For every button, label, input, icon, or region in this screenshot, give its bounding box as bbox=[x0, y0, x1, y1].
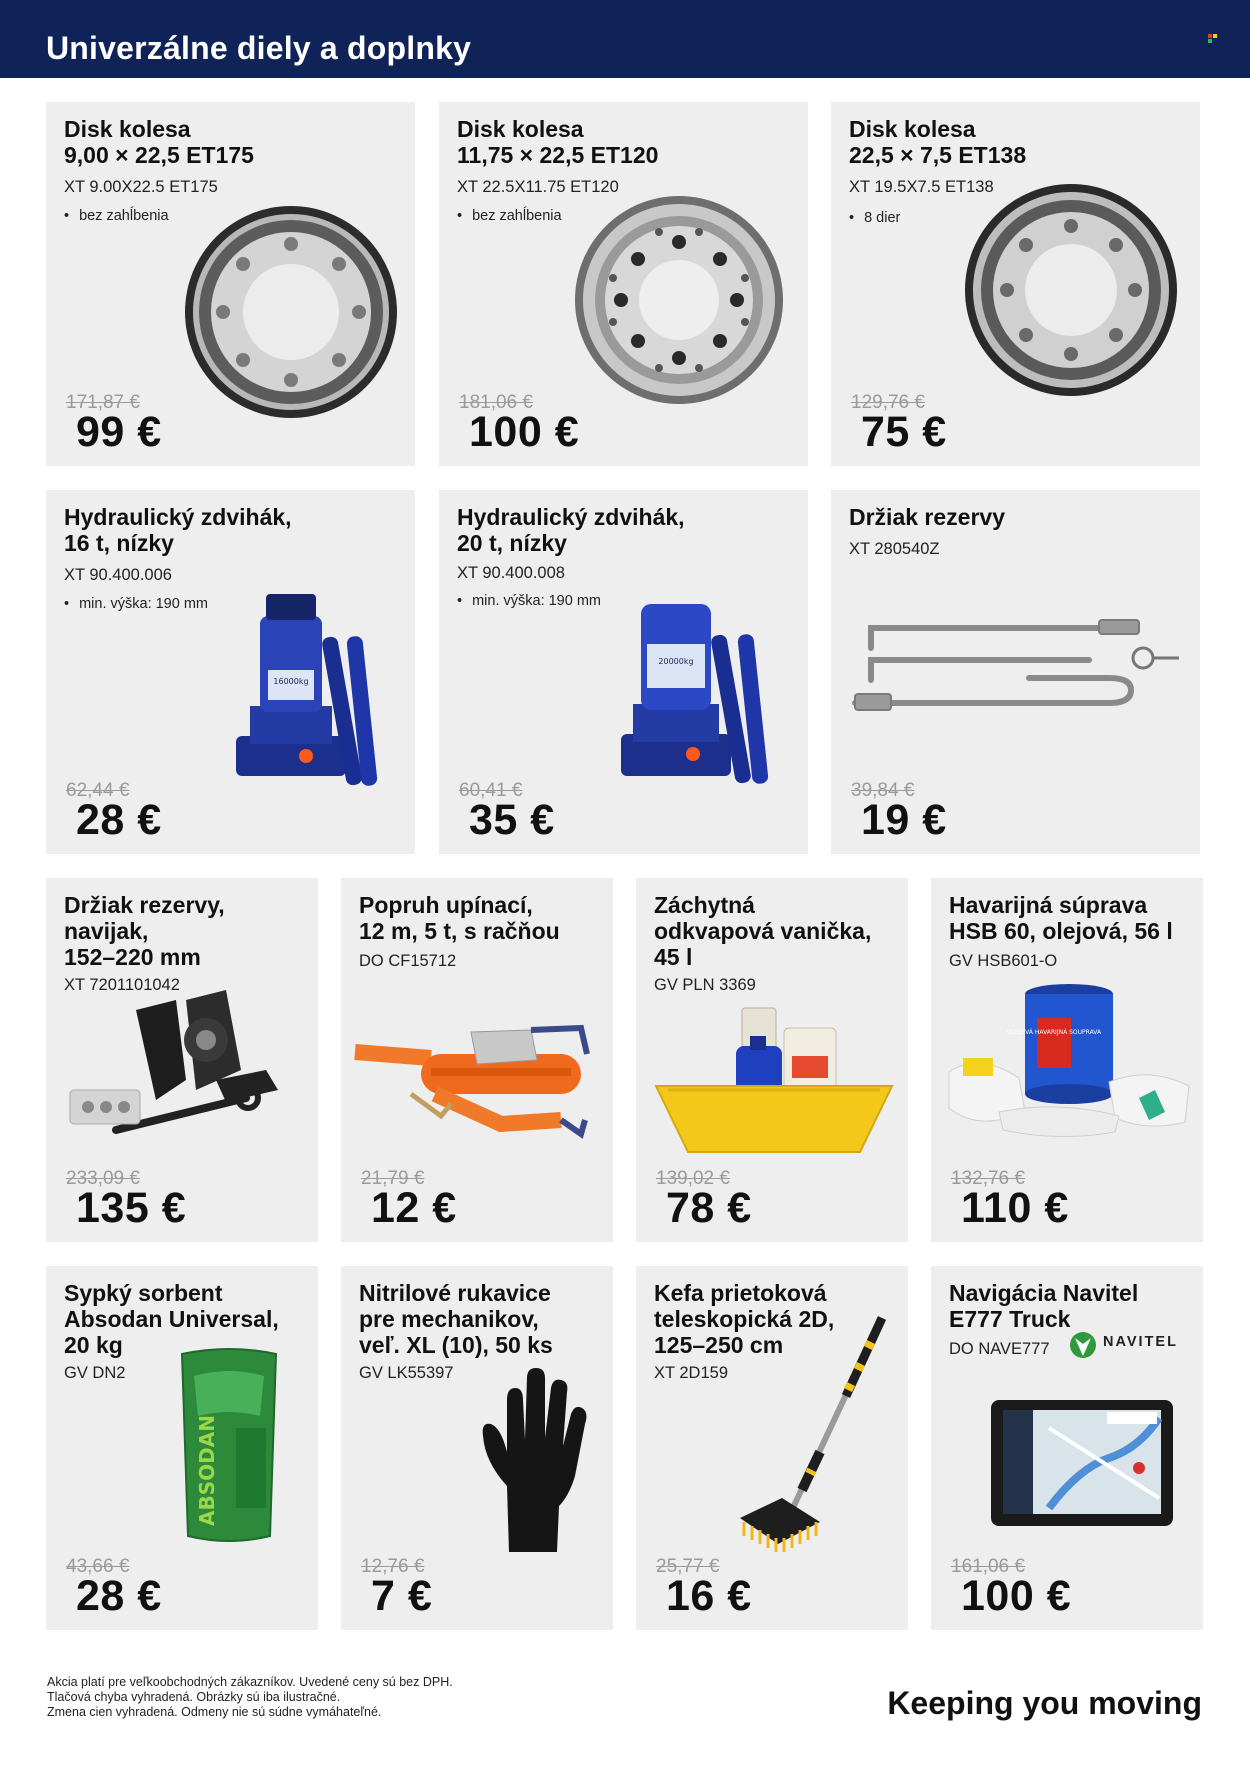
product-feature: • bez zahĺbenia bbox=[457, 208, 562, 224]
product-feature: • min. výška: 190 mm bbox=[457, 593, 601, 609]
old-price: 139,02 € bbox=[656, 1168, 730, 1189]
slogan: Keeping you moving bbox=[887, 1685, 1202, 1721]
old-price: 132,76 € bbox=[951, 1168, 1025, 1189]
product-feature: • bez zahĺbenia bbox=[64, 208, 169, 224]
product-code: XT 22.5X11.75 ET120 bbox=[457, 178, 619, 196]
old-price: 25,77 € bbox=[656, 1556, 720, 1577]
product-name: Disk kolesa 9,00 × 22,5 ET175 bbox=[64, 116, 254, 168]
product-code: XT 2D159 bbox=[654, 1364, 728, 1382]
old-price: 181,06 € bbox=[459, 392, 533, 413]
product-card[interactable] bbox=[931, 1266, 1203, 1630]
old-price: 233,09 € bbox=[66, 1168, 140, 1189]
product-code: GV HSB601-O bbox=[949, 952, 1058, 970]
gps-navigator-icon bbox=[989, 1398, 1175, 1530]
disclaimer-line: Tlačová chyba vyhradená. Obrázky sú iba ilustračné. bbox=[47, 1690, 341, 1704]
product-name: Disk kolesa 11,75 × 22,5 ET120 bbox=[457, 116, 659, 168]
product-card[interactable] bbox=[46, 490, 415, 854]
product-code: XT 280540Z bbox=[849, 540, 940, 558]
price: 110 € bbox=[961, 1184, 1069, 1232]
product-code: XT 7201101042 bbox=[64, 976, 180, 994]
price: 28 € bbox=[76, 796, 162, 844]
product-name: Popruh upínací, 12 m, 5 t, s račňou bbox=[359, 892, 560, 944]
product-code: GV LK55397 bbox=[359, 1364, 454, 1382]
product-card[interactable] bbox=[46, 1266, 318, 1630]
product-card[interactable] bbox=[931, 878, 1203, 1242]
disclaimer-line: Akcia platí pre veľkoobchodných zákazníkov. Uvedené ceny sú bez DPH. bbox=[47, 1675, 453, 1689]
product-code: XT 9.00X22.5 ET175 bbox=[64, 178, 218, 196]
product-card[interactable] bbox=[636, 878, 908, 1242]
old-price: 39,84 € bbox=[851, 780, 915, 801]
product-feature: • 8 dier bbox=[849, 210, 900, 226]
wheel-rim-icon bbox=[569, 190, 789, 410]
price: 78 € bbox=[666, 1184, 752, 1232]
bag-brand-text: ABSODAN bbox=[195, 1415, 219, 1526]
spill-kit-icon bbox=[939, 982, 1199, 1152]
price: 12 € bbox=[371, 1184, 457, 1232]
page-header bbox=[0, 0, 1250, 78]
price: 7 € bbox=[371, 1572, 433, 1620]
price: 19 € bbox=[861, 796, 947, 844]
product-card[interactable] bbox=[439, 102, 808, 466]
drum-label: OLEJOVÁ HAVARIJNÁ SOUPRAVA bbox=[1006, 1029, 1102, 1036]
page-title: Univerzálne diely a doplnky bbox=[46, 30, 472, 66]
product-code: GV DN2 bbox=[64, 1364, 126, 1382]
price: 100 € bbox=[469, 408, 580, 456]
price: 28 € bbox=[76, 1572, 162, 1620]
disclaimer-line: Zmena cien vyhradená. Odmeny nie sú súdne vymáhateľné. bbox=[47, 1705, 382, 1719]
product-code: DO NAVE777 bbox=[949, 1340, 1050, 1358]
product-feature: • min. výška: 190 mm bbox=[64, 596, 208, 612]
price: 100 € bbox=[961, 1572, 1072, 1620]
spare-holder-rods-icon bbox=[849, 608, 1189, 718]
jack-label: 20000kg bbox=[658, 657, 694, 666]
product-card[interactable] bbox=[341, 878, 613, 1242]
old-price: 171,87 € bbox=[66, 392, 140, 413]
price: 75 € bbox=[861, 408, 947, 456]
glove-icon bbox=[479, 1366, 589, 1556]
old-price: 60,41 € bbox=[459, 780, 523, 801]
product-name: Hydraulický zdvihák, 20 t, nízky bbox=[457, 504, 685, 556]
product-card[interactable] bbox=[46, 878, 318, 1242]
old-price: 161,06 € bbox=[951, 1556, 1025, 1577]
product-code: XT 90.400.006 bbox=[64, 566, 172, 584]
navitel-logo-icon bbox=[1069, 1330, 1097, 1360]
price: 99 € bbox=[76, 408, 162, 456]
brand-logo-icon bbox=[1208, 34, 1218, 44]
product-card[interactable] bbox=[46, 102, 415, 466]
wheel-rim-icon bbox=[961, 180, 1181, 400]
winch-holder-icon bbox=[66, 990, 306, 1150]
old-price: 43,66 € bbox=[66, 1556, 130, 1577]
old-price: 62,44 € bbox=[66, 780, 130, 801]
product-name: Záchytná odkvapová vanička, 45 l bbox=[654, 892, 872, 970]
product-card[interactable] bbox=[636, 1266, 908, 1630]
telescopic-brush-icon bbox=[736, 1310, 896, 1560]
product-code: XT 90.400.008 bbox=[457, 564, 565, 582]
product-name: Hydraulický zdvihák, 16 t, nízky bbox=[64, 504, 292, 556]
hydraulic-jack-icon bbox=[611, 594, 791, 794]
product-name: Sypký sorbent Absodan Universal, 20 kg bbox=[64, 1280, 279, 1358]
product-name: Držiak rezervy bbox=[849, 504, 1005, 530]
hydraulic-jack-icon bbox=[226, 586, 406, 796]
drip-tray-icon bbox=[654, 1002, 894, 1162]
disclaimer bbox=[47, 1675, 453, 1720]
old-price: 21,79 € bbox=[361, 1168, 425, 1189]
price: 35 € bbox=[469, 796, 555, 844]
jack-label: 16000kg bbox=[273, 677, 309, 686]
brand-name: NAVITEL bbox=[1103, 1334, 1178, 1350]
product-name: Disk kolesa 22,5 × 7,5 ET138 bbox=[849, 116, 1027, 168]
product-code: GV PLN 3369 bbox=[654, 976, 756, 994]
ratchet-strap-icon bbox=[351, 1024, 601, 1144]
old-price: 129,76 € bbox=[851, 392, 925, 413]
product-code: DO CF15712 bbox=[359, 952, 457, 970]
old-price: 12,76 € bbox=[361, 1556, 425, 1577]
product-name: Nitrilové rukavice pre mechanikov, veľ. XL (10), 50 ks bbox=[359, 1280, 553, 1358]
product-card[interactable] bbox=[439, 490, 808, 854]
product-name: Navigácia Navitel E777 Truck bbox=[949, 1280, 1139, 1332]
wheel-rim-icon bbox=[181, 202, 401, 422]
product-card[interactable] bbox=[831, 102, 1200, 466]
sorbent-bag-icon bbox=[174, 1346, 284, 1546]
product-card[interactable] bbox=[831, 490, 1200, 854]
product-code: XT 19.5X7.5 ET138 bbox=[849, 178, 994, 196]
product-card[interactable] bbox=[341, 1266, 613, 1630]
product-name: Havarijná súprava HSB 60, olejová, 56 l bbox=[949, 892, 1173, 944]
price: 135 € bbox=[76, 1184, 187, 1232]
product-name: Kefa prietoková teleskopická 2D, 125–250 cm bbox=[654, 1280, 835, 1358]
price: 16 € bbox=[666, 1572, 752, 1620]
product-name: Držiak rezervy, navijak, 152–220 mm bbox=[64, 892, 225, 970]
